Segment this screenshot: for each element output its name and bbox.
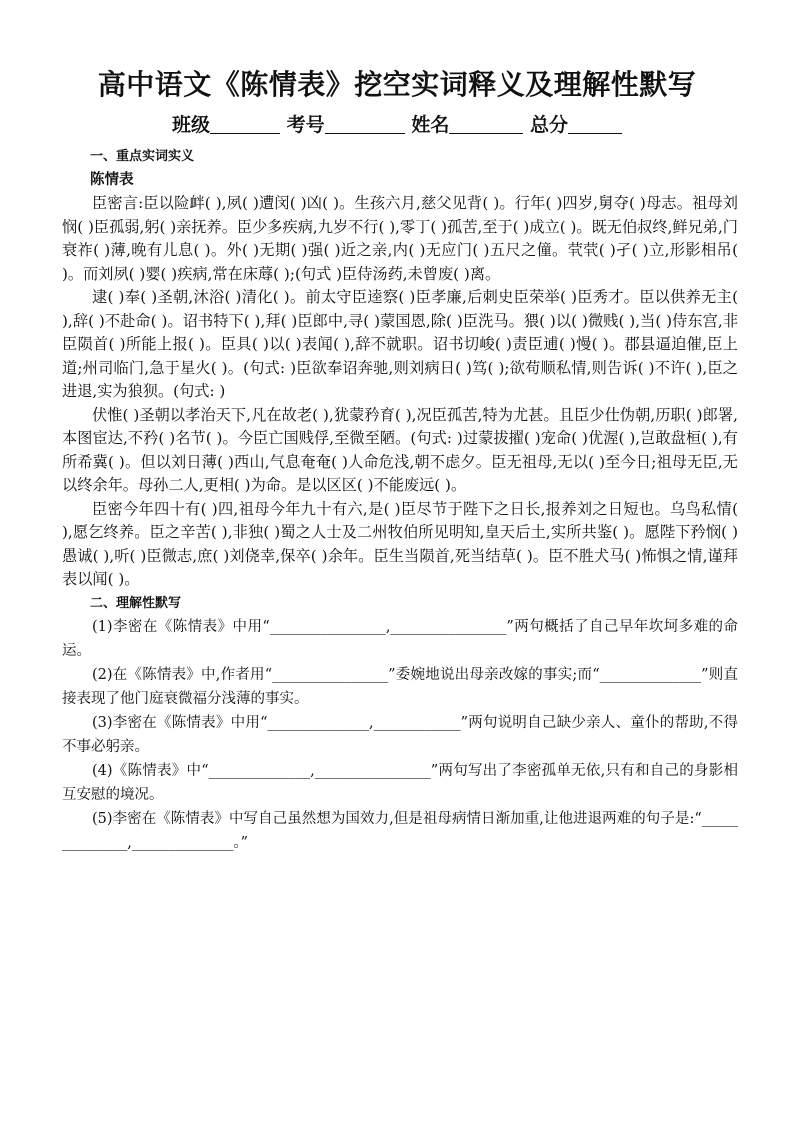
- page-title: 高中语文《陈情表》挖空实词释义及理解性默写: [97, 68, 697, 101]
- passage-paragraph-1[interactable]: 臣密言:臣以险衅( ),夙( )遭闵( )凶( )。生孩六月,慈父见背( )。行年( )四岁,舅夺( )母志。祖母刘悯( )臣孤弱,躬( )亲抚养。臣少多疾病,九岁不行( ),零丁( )孤苦,至于( )成立( )。既无伯叔终,鲜兄弟,门衰祚( )薄,晚有儿息( )。外( )无期( )强( )近之亲,内( )无应门( )五尺之僮。茕茕( )孑( )立,形影相吊( )。而刘夙( )婴( )疾病,常在床蓐( );(句式 )臣侍汤药,未曾废( )离。: [62, 194, 738, 283]
- passage-paragraph-2[interactable]: 逮( )奉( )圣朝,沐浴( )清化( )。前太守臣逵察( )臣孝廉,后刺史臣荣举( )臣秀才。臣以供养无主( ),辞( )不赴命( )。诏书特下( ),拜( )臣郎中,寻( )蒙国恩,除( )臣洗马。猥( )以( )微贱( ),当( )侍东宫,非臣陨首( )所能上报( )。臣具( )以( )表闻( ),辞不就职。诏书切峻( )责臣逋( )慢( )。郡县逼迫催,臣上道;州司临门,急于星火( )。(句式: )臣欲奉诏奔驰,则刘病日( )笃( );欲苟顺私情,则告诉( )不许( ),臣之进退,实为狼狈。(句式: ): [62, 288, 739, 400]
- exam-number-label: 考号: [286, 114, 325, 136]
- question-5[interactable]: (5)李密在《陈情表》中写自己虽然想为国效力,但是祖母病情日渐加重,让他进退两难的句子是:“______________,______________。”: [62, 811, 738, 851]
- worksheet-body: [62, 145, 738, 855]
- score-label: 总分: [529, 114, 568, 136]
- score-blank[interactable]: [568, 115, 622, 134]
- question-4[interactable]: (4)《陈情表》中“______________,________________”两句写出了李密孤单无依,只有和自己的身影相互安慰的境况。: [62, 763, 738, 803]
- class-label: 班级: [172, 114, 211, 136]
- name-label: 姓名: [411, 114, 450, 136]
- class-blank[interactable]: [210, 115, 280, 134]
- question-1[interactable]: (1)李密在《陈情表》中用“________________,________________”两句概括了自己早年坎坷多难的命运。: [62, 619, 738, 659]
- section1-heading: 一、重点实词实义: [90, 149, 195, 164]
- question-3[interactable]: (3)李密在《陈情表》中用“______________,____________”两句说明自己缺少亲人、童仆的帮助,不得不事必躬亲。: [62, 715, 738, 755]
- passage-paragraph-4[interactable]: 臣密今年四十有( )四,祖母今年九十有六,是( )臣尽节于陛下之日长,报养刘之日短也。乌鸟私情( ),愿乞终养。臣之辛苦( ),非独( )蜀之人士及二州牧伯所见明知,皇天后土,实所共鉴( )。愿陛下矜悯( )愚诚( ),听( )臣微志,庶( )刘侥幸,保卒( )余年。臣生当陨首,死当结草( )。臣不胜犬马( )怖惧之情,谨拜表以闻( )。: [62, 499, 738, 588]
- section2-heading: 二、理解性默写: [90, 595, 182, 611]
- passage-title: 陈情表: [90, 171, 134, 188]
- question-2[interactable]: (2)在《陈情表》中,作者用“________________”委婉地说出母亲改嫁的事实;而“______________”则直接表现了他门庭衰微福分浅薄的事实。: [62, 667, 738, 707]
- passage-paragraph-3[interactable]: 伏惟( )圣朝以孝治天下,凡在故老( ),犹蒙矜育( ),况臣孤苦,特为尤甚。且臣少仕伪朝,历职( )郎署,本图宦达,不矜( )名节( )。今臣亡国贱俘,至微至陋。(句式: )过蒙拔擢( )宠命( )优渥( ),岂敢盘桓( ),有所希冀( )。但以刘日薄( )西山,气息奄奄( )人命危浅,朝不虑夕。臣无祖母,无以( )至今日;祖母无臣,无以终余年。母孙二人,更相( )为命。是以区区( )不能废远( )。: [62, 405, 738, 494]
- name-blank[interactable]: [449, 115, 523, 134]
- exam-number-blank[interactable]: [325, 115, 405, 134]
- student-info-line: [0, 110, 794, 137]
